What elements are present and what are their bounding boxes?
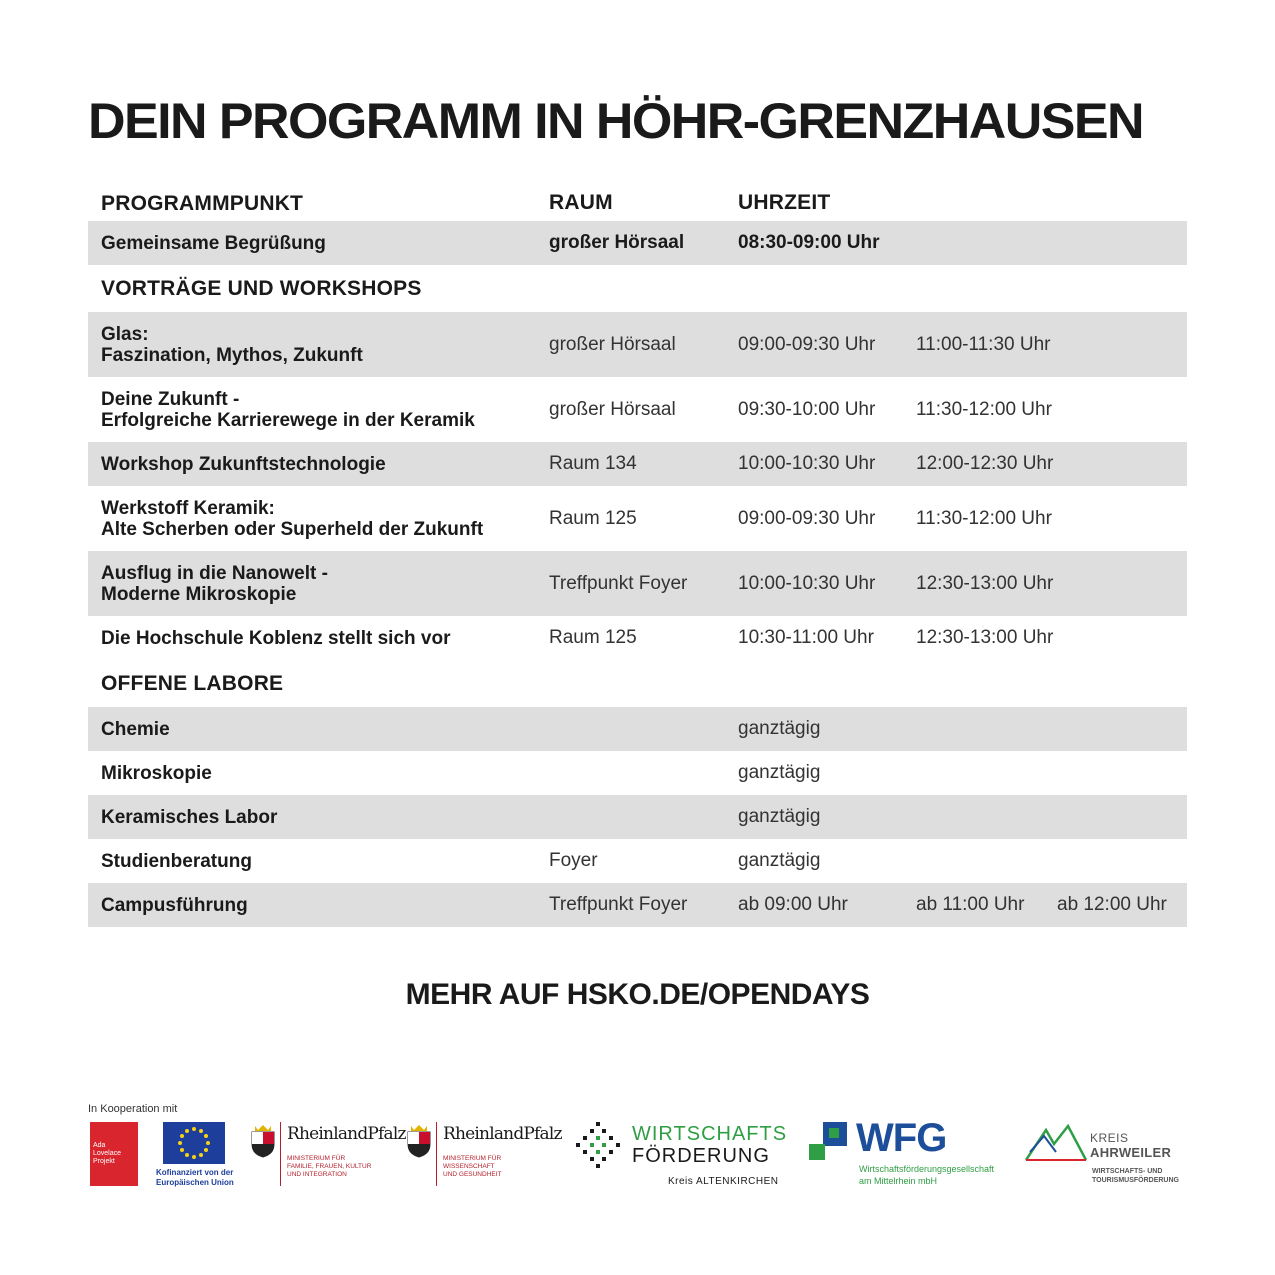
eu-caption-line-1: Kofinanziert von der [156, 1168, 234, 1177]
more-info-link[interactable]: MEHR AUF HSKO.DE/OPENDAYS [405, 978, 870, 1011]
room: großer Hörsaal [549, 398, 676, 420]
time-1: ganztägig [738, 806, 821, 827]
time-1: 10:00-10:30 Uhr [738, 572, 876, 594]
eu-caption-line-2: Europäischen Union [156, 1178, 234, 1187]
time-2: 11:00-11:30 Uhr [916, 333, 1051, 355]
ada-line-3: Projekt [93, 1158, 115, 1165]
time-1: 10:30-11:00 Uhr [738, 627, 874, 648]
time-2: 11:30-12:00 Uhr [916, 398, 1052, 420]
ka-line-2: AHRWEILER [1090, 1145, 1172, 1160]
program-item [101, 563, 549, 605]
wfg-name: WFG [856, 1116, 947, 1160]
ada-line-2: Lovelace [93, 1150, 122, 1157]
rlp-ministry-line-1: MINISTERIUM FÜR [443, 1155, 502, 1162]
program-line-2: Erfolgreiche Karrierewege in der Keramik [101, 409, 475, 431]
program-item: Chemie [101, 718, 170, 740]
room: Raum 134 [549, 453, 637, 474]
ada-lovelace-logo [90, 1122, 138, 1186]
table-row [88, 795, 1187, 839]
section-heading: VORTRÄGE UND WORKSHOPS [101, 276, 422, 300]
rlp-ministry [287, 1155, 371, 1179]
time-1: ganztägig [738, 762, 821, 783]
table-row [88, 486, 1187, 551]
time-1: ganztägig [738, 850, 821, 871]
table-row [88, 883, 1187, 927]
rlp-divider [280, 1122, 281, 1186]
time-2: 12:30-13:00 Uhr [916, 627, 1054, 648]
rlp-crest-icon [250, 1124, 276, 1158]
program-item: Studienberatung [101, 850, 252, 872]
ka-caption-line-2: TOURISMUSFÖRDERUNG [1092, 1177, 1179, 1184]
table-row [88, 221, 1187, 265]
eu-flag-logo [163, 1122, 225, 1164]
section-heading: OFFENE LABORE [101, 671, 284, 695]
program-item [101, 498, 549, 540]
program-line-2: Moderne Mikroskopie [101, 583, 297, 605]
program-item: Keramisches Labor [101, 806, 278, 828]
room: Raum 125 [549, 507, 637, 529]
table-row [88, 839, 1187, 883]
ada-line-1: Ada [93, 1142, 106, 1149]
time-2: 11:30-12:00 Uhr [916, 507, 1052, 529]
program-line-1: Glas: [101, 323, 149, 345]
time-1: ganztägig [738, 718, 821, 739]
program-line-1: Werkstoff Keramik: [101, 497, 275, 519]
wfg-caption-line-2: am Mittelrhein mbH [859, 1176, 938, 1186]
rlp-ministry-line-3: UND GESUNDHEIT [443, 1171, 502, 1178]
wf-line-2: FÖRDERUNG [632, 1145, 770, 1167]
room: großer Hörsaal [549, 333, 676, 355]
table-row [88, 551, 1187, 616]
table-row [88, 312, 1187, 377]
kreis-ahrweiler-mountain-icon [1024, 1122, 1088, 1164]
page-title: DEIN PROGRAMM IN HÖHR-GRENZHAUSEN [88, 93, 1143, 149]
header-programmpunkt: PROGRAMMPUNKT [101, 191, 304, 215]
wf-line-1: WIRTSCHAFTS [632, 1123, 788, 1145]
cooperation-label: In Kooperation mit [88, 1103, 178, 1115]
time-2: ab 11:00 Uhr [916, 894, 1025, 915]
rlp-ministry-line-2: FAMILIE, FRAUEN, KULTUR [287, 1163, 372, 1170]
time: 08:30-09:00 Uhr [738, 232, 880, 253]
time-2: 12:30-13:00 Uhr [916, 572, 1054, 594]
room: Treffpunkt Foyer [549, 572, 688, 594]
table-row [88, 707, 1187, 751]
program-line-2: Alte Scherben oder Superheld der Zukunft [101, 518, 484, 540]
eu-caption [156, 1168, 246, 1188]
wf-diamond-icon [572, 1120, 624, 1170]
rlp-divider [436, 1122, 437, 1186]
room: Raum 125 [549, 627, 637, 648]
rlp-crest-icon [406, 1124, 432, 1158]
time-3: ab 12:00 Uhr [1057, 894, 1167, 915]
time-2: 12:00-12:30 Uhr [916, 453, 1054, 474]
rlp-ministry-line-2: WISSENSCHAFT [443, 1163, 495, 1170]
program-item [101, 389, 549, 431]
rlp-ministry-line-3: UND INTEGRATION [287, 1171, 347, 1178]
header-uhrzeit: UHRZEIT [738, 191, 831, 214]
program-item: Die Hochschule Koblenz stellt sich vor [101, 627, 451, 649]
wfg-caption [859, 1163, 994, 1187]
program-line-1: Ausflug in die Nanowelt - [101, 562, 328, 584]
wfg-caption-line-1: Wirtschaftsförderungsgesellschaft [859, 1164, 995, 1174]
ka-line-1: KREIS [1090, 1131, 1129, 1145]
room: großer Hörsaal [549, 232, 685, 253]
ka-caption-line-1: WIRTSCHAFTS- UND [1092, 1168, 1163, 1175]
time-1: 09:30-10:00 Uhr [738, 398, 876, 420]
wfg-squares-icon [809, 1122, 847, 1160]
program-item: Mikroskopie [101, 762, 212, 784]
rlp-ministry [443, 1155, 502, 1179]
table-row [88, 751, 1187, 795]
program-item: Campusführung [101, 894, 248, 916]
rlp-name: RheinlandPfalz [287, 1124, 406, 1144]
table-header [88, 185, 1187, 221]
table-row [88, 442, 1187, 486]
program-line-1: Deine Zukunft - [101, 388, 240, 410]
room: Treffpunkt Foyer [549, 894, 688, 915]
program-item: Gemeinsame Begrüßung [101, 232, 326, 254]
time-1: 09:00-09:30 Uhr [738, 333, 876, 355]
rlp-name: RheinlandPfalz [443, 1124, 562, 1144]
wf-line-3: Kreis ALTENKIRCHEN [668, 1176, 779, 1187]
program-item [101, 324, 549, 366]
time-1: 10:00-10:30 Uhr [738, 453, 876, 474]
room: Foyer [549, 850, 598, 871]
time-1: ab 09:00 Uhr [738, 894, 848, 915]
time-1: 09:00-09:30 Uhr [738, 507, 876, 529]
ka-caption [1092, 1167, 1179, 1185]
table-row [88, 616, 1187, 660]
header-raum: RAUM [549, 191, 613, 214]
program-line-2: Faszination, Mythos, Zukunft [101, 344, 363, 366]
program-table [88, 185, 1187, 927]
rlp-ministry-line-1: MINISTERIUM FÜR [287, 1155, 346, 1162]
table-row [88, 377, 1187, 442]
program-item: Workshop Zukunftstechnologie [101, 453, 386, 475]
